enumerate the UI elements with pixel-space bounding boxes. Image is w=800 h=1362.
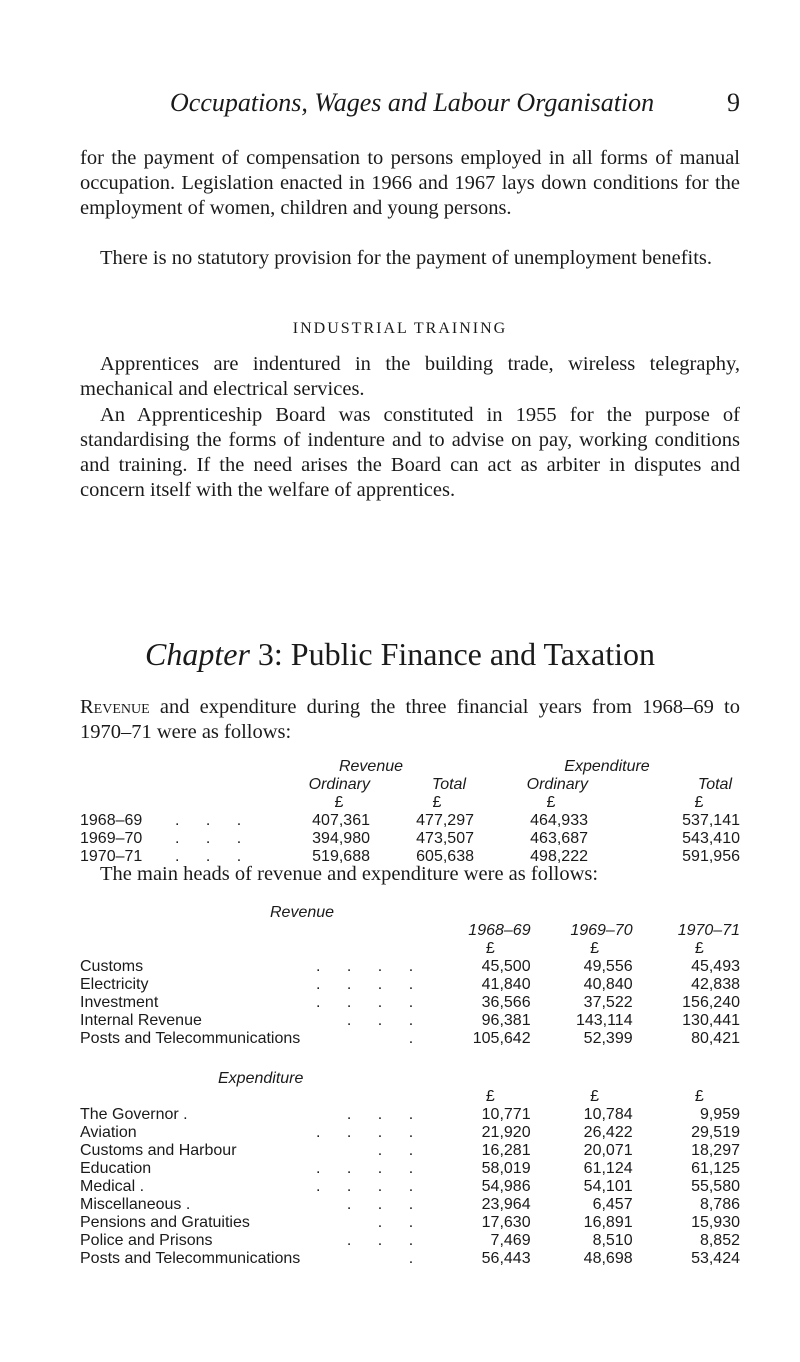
revenue-row [80,976,740,994]
paragraph-revenue-intro [80,695,740,745]
heads-currency-row [80,1088,740,1106]
revenue-value: 41,840 [481,976,531,993]
expenditure-value: 61,124 [583,1160,633,1177]
currency-symbol: £ [432,794,442,811]
expenditure-head-label: Miscellaneous . [80,1196,191,1213]
expenditure-head-label: Education [80,1160,152,1177]
summary-group-revenue: Revenue [338,758,404,775]
expenditure-value: 55,580 [691,1178,740,1195]
paragraph-unemployment: There is no statutory provision for the payment of unemployment benefits. [100,247,713,269]
expenditure-value: 48,698 [583,1250,633,1267]
expenditure-row [80,1232,740,1250]
expenditure-value: 56,443 [481,1250,531,1267]
currency-symbol: £ [334,794,344,811]
revenue-title-row [80,904,740,922]
heads-col-year: 1969–70 [570,922,633,939]
revenue-value: 105,642 [472,1030,531,1047]
expenditure-value: 53,424 [691,1250,740,1267]
expenditure-value: 9,959 [699,1106,740,1123]
expenditure-head-label: Pensions and Gratuities [80,1214,250,1231]
expenditure-row [80,1214,740,1232]
revenue-value: 40,840 [583,976,633,993]
expenditure-value: 10,784 [583,1106,633,1123]
expenditure-value: 17,630 [481,1214,531,1231]
leader-dots: . . . . [316,976,425,993]
expenditure-head-label: Medical . [80,1178,145,1195]
expenditure-row [80,1124,740,1142]
summary-column-header-row [80,776,740,794]
expenditure-head-label: Aviation [80,1124,137,1141]
expenditure-value: 16,281 [481,1142,531,1159]
revenue-head-label: Electricity [80,976,149,993]
spacer-row [80,1048,740,1070]
summary-expenditure-total: 537,141 [682,812,740,829]
leader-dots: . . [377,1142,425,1159]
summary-year: 1968–69 [80,812,143,829]
summary-expenditure-ordinary: 464,933 [530,812,588,829]
currency-symbol: £ [694,794,704,811]
leader-dots: . . . [346,1106,425,1123]
expenditure-head-label: Customs and Harbour [80,1142,237,1159]
expenditure-section-title: Expenditure [218,1070,304,1087]
revenue-head-label: Internal Revenue [80,1012,202,1029]
revenue-intro-text: and expenditure during the three financial years from 1968–69 to 1970–71 were as follows: [80,696,740,743]
leader-dots: . . . [175,848,253,865]
expenditure-value: 58,019 [481,1160,531,1177]
revenue-expenditure-summary-table [80,758,740,866]
revenue-row [80,994,740,1012]
summary-expenditure-ordinary: 463,687 [530,830,588,847]
expenditure-row [80,1196,740,1214]
expenditure-value: 54,101 [583,1178,633,1195]
expenditure-value: 8,852 [699,1232,740,1249]
leader-dots: . . . . [316,1160,425,1177]
leader-dots: . . . . [316,994,425,1011]
summary-currency-row [80,794,740,812]
expenditure-row [80,1178,740,1196]
summary-revenue-ordinary: 394,980 [312,830,370,847]
revenue-value: 52,399 [583,1030,633,1047]
revenue-row [80,1030,740,1048]
currency-symbol: £ [694,940,704,957]
leader-dots: . . . [346,1196,425,1213]
currency-symbol: £ [590,1088,600,1105]
summary-year: 1970–71 [80,848,143,865]
summary-revenue-ordinary: 519,688 [312,848,370,865]
summary-expenditure-total: 543,410 [682,830,740,847]
expenditure-value: 18,297 [691,1142,740,1159]
currency-symbol: £ [546,794,556,811]
heads-currency-row [80,940,740,958]
revenue-value: 143,114 [575,1012,633,1029]
revenue-value: 42,838 [691,976,740,993]
page-number: 9 [727,88,740,117]
expenditure-value: 20,071 [583,1142,633,1159]
running-header-title: Occupations, Wages and Labour Organisation [170,88,655,117]
leader-dots: . . . . [316,1178,425,1195]
revenue-row [80,958,740,976]
revenue-value: 45,500 [481,958,531,975]
expenditure-value: 10,771 [481,1106,531,1123]
leader-dots: . . . . [316,958,425,975]
leader-dots: . . . [346,1012,425,1029]
revenue-value: 45,493 [691,958,740,975]
revenue-row [80,1012,740,1030]
chapter-label: Chapter [145,636,250,672]
heads-year-header-row [80,922,740,940]
summary-revenue-ordinary: 407,361 [312,812,370,829]
chapter-number: 3: [257,636,283,672]
expenditure-value: 6,457 [592,1196,633,1213]
leader-dots: . . [377,1214,425,1231]
expenditure-head-label: The Governor . [80,1106,188,1123]
summary-year: 1969–70 [80,830,143,847]
revenue-value: 130,441 [682,1012,740,1029]
expenditure-value: 29,519 [691,1124,740,1141]
summary-expenditure-ordinary: 498,222 [530,848,588,865]
currency-symbol: £ [485,940,495,957]
summary-group-expenditure: Expenditure [564,758,650,775]
revenue-head-label: Posts and Telecommunications [80,1030,301,1047]
summary-revenue-total: 473,507 [416,830,474,847]
leader-dots: . [408,1030,425,1047]
summary-group-header-row [80,758,740,776]
chapter-title: Public Finance and Taxation [290,636,655,672]
expenditure-head-label: Police and Prisons [80,1232,213,1249]
revenue-value: 96,381 [481,1012,531,1029]
summary-col-revenue-ordinary: Ordinary [308,776,370,793]
expenditure-head-label: Posts and Telecommunications [80,1250,301,1267]
running-header [170,88,750,128]
section-heading-industrial-training: INDUSTRIAL TRAINING [292,320,508,337]
expenditure-row [80,1142,740,1160]
expenditure-value: 54,986 [481,1178,531,1195]
revenue-value: 37,522 [583,994,633,1011]
expenditure-value: 8,786 [699,1196,740,1213]
paragraph-apprentices: Apprentices are indentured in the building trade, wireless telegraphy, mechanical and electrical services. [80,353,740,400]
expenditure-value: 21,920 [481,1124,531,1141]
expenditure-title-row [80,1070,740,1088]
revenue-intro-lead: Revenue [80,696,150,718]
leader-dots: . . . [346,1232,425,1249]
expenditure-row [80,1160,740,1178]
revenue-value: 49,556 [583,958,633,975]
revenue-head-label: Investment [80,994,159,1011]
leader-dots: . [408,1250,425,1267]
revenue-section-title: Revenue [270,904,335,921]
summary-expenditure-total: 591,956 [682,848,740,865]
expenditure-value: 8,510 [592,1232,633,1249]
expenditure-row [80,1106,740,1124]
summary-col-expenditure-total: Total [697,776,732,793]
leader-dots: . . . [175,830,253,847]
revenue-value: 36,566 [481,994,531,1011]
heads-col-year: 1968–69 [468,922,531,939]
paragraph-apprenticeship-board: An Apprenticeship Board was constituted in 1955 for the purpose of standardising the forms of indenture and to advise on pay, working conditions and training. If the need arises the Board can act as arbiter in disputes and concern itself with the welfare of apprentices. [80,404,740,501]
summary-col-expenditure-ordinary: Ordinary [526,776,588,793]
revenue-head-label: Customs [80,958,144,975]
summary-revenue-total: 605,638 [416,848,474,865]
revenue-value: 80,421 [691,1030,740,1047]
expenditure-value: 7,469 [490,1232,531,1249]
leader-dots: . . . [175,812,253,829]
summary-revenue-total: 477,297 [416,812,474,829]
summary-col-revenue-total: Total [431,776,466,793]
expenditure-row [80,1250,740,1268]
revenue-value: 156,240 [682,994,740,1011]
summary-row [80,812,740,830]
chapter-heading [0,636,800,673]
expenditure-value: 16,891 [583,1214,633,1231]
currency-symbol: £ [694,1088,704,1105]
expenditure-value: 15,930 [691,1214,740,1231]
currency-symbol: £ [485,1088,495,1105]
expenditure-value: 23,964 [481,1196,531,1213]
currency-symbol: £ [590,940,600,957]
paragraph-compensation: for the payment of compensation to persons employed in all forms of manual occupation. Legislation enacted in 1966 and 1967 lays down conditions for the employment of women, children and young persons. [80,147,740,219]
summary-row [80,830,740,848]
paragraph-main-heads-intro: The main heads of revenue and expenditure were as follows: [100,863,599,885]
expenditure-value: 26,422 [583,1124,633,1141]
heads-col-year: 1970–71 [677,922,740,939]
main-heads-table [80,904,740,1268]
leader-dots: . . . . [316,1124,425,1141]
expenditure-value: 61,125 [691,1160,740,1177]
